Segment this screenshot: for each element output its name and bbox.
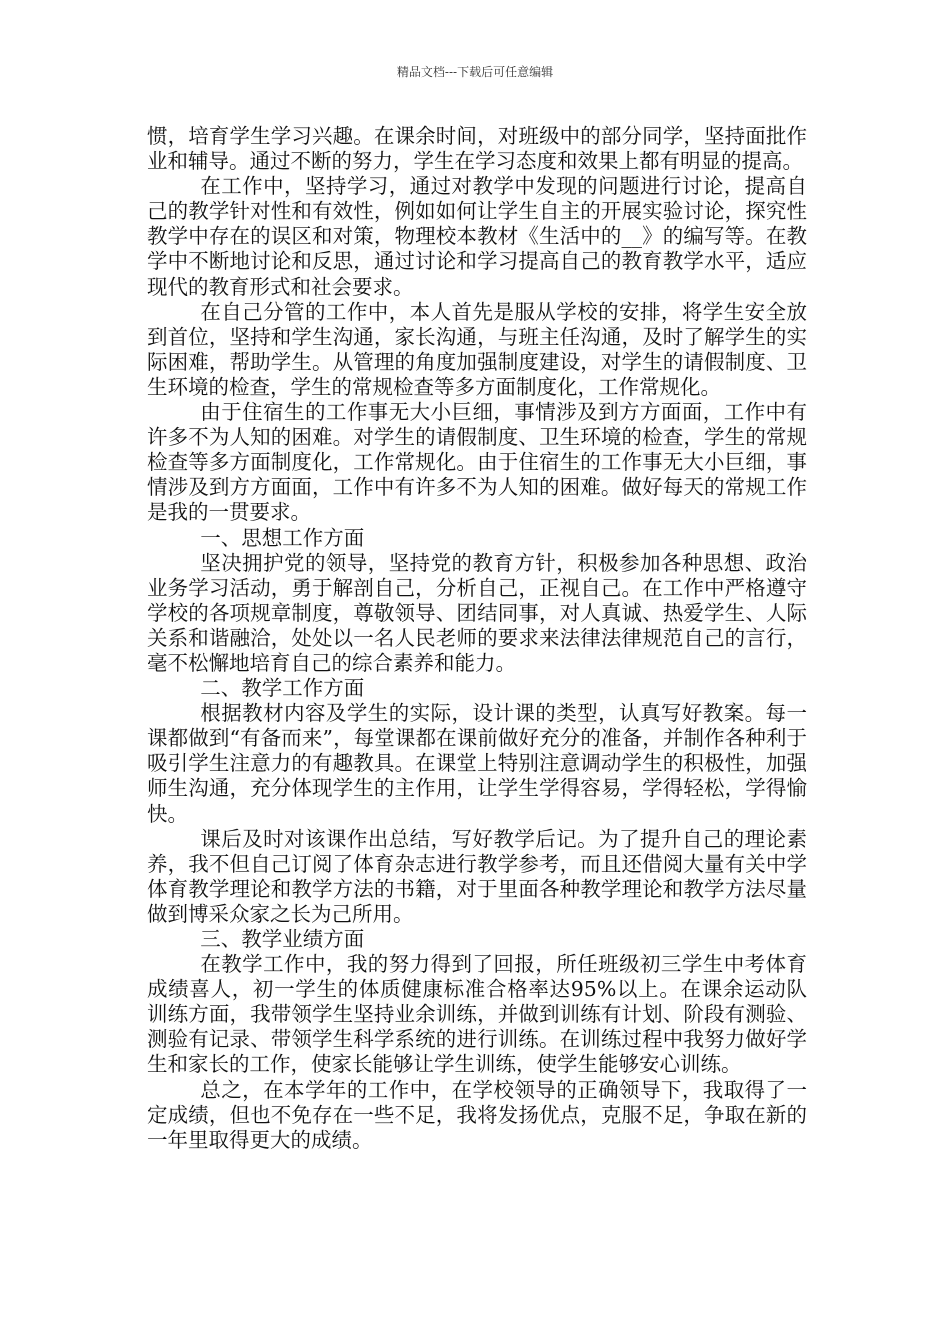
- paragraph-conclusion: 总之，在本学年的工作中，在学校领导的正确领导下，我取得了一定成绩，但也不免存在一些不足，我将发扬优点，克服不足，争取在新的一年里取得更大的成绩。: [147, 1077, 807, 1152]
- paragraph-continued: 惯，培育学生学习兴趣。在课余时间，对班级中的部分同学，坚持面批作业和辅导。通过不断的努力，学生在学习态度和效果上都有明显的提高。: [147, 124, 807, 174]
- page-header: 精品文档---下载后可任意编辑: [396, 65, 554, 79]
- section-heading-teaching: 二、教学工作方面: [200, 676, 365, 701]
- paragraph-management: 在自己分管的工作中，本人首先是服从学校的安排，将学生安全放到首位，坚持和学生沟通，家长沟通，与班主任沟通，及时了解学生的实际困难，帮助学生。从管理的角度加强制度建设，对学生的请假制度、卫生环境的检查，学生的常规检查等多方面制度化，工作常规化。: [147, 299, 807, 399]
- paragraph-achievements: 在教学工作中，我的努力得到了回报，所任班级初三学生中考体育成绩喜人，初一学生的体质健康标准合格率达95%以上。在课余运动队训练方面，我带领学生坚持业余训练，并做到训练有计划、阶段有测验、测验有记录、带领学生科学系统的进行训练。在训练过程中我努力做好学生和家长的工作，使家长能够让学生训练，使学生能够安心训练。: [147, 952, 807, 1077]
- paragraph-boarding-students: 由于住宿生的工作事无大小巨细，事情涉及到方方面面，工作中有许多不为人知的困难。对学生的请假制度、卫生环境的检查，学生的常规检查等多方面制度化，工作常规化。由于住宿生的工作事无大小巨细，事情涉及到方方面面，工作中有许多不为人知的困难。做好每天的常规工作是我的一贯要求。: [147, 400, 807, 525]
- paragraph-study-reflection: 在工作中，坚持学习，通过对教学中发现的问题进行讨论，提高自己的教学针对性和有效性，例如如何让学生自主的开展实验讨论，探究性教学中存在的误区和对策，物理校本教材《生活中的__》的编写等。在教学中不断地讨论和反思，通过讨论和学习提高自己的教育教学水平，适应现代的教育形式和社会要求。: [147, 174, 807, 299]
- paragraph-ideology: 坚决拥护党的领导，坚持党的教育方针，积极参加各种思想、政治业务学习活动，勇于解剖自己，分析自己，正视自己。在工作中严格遵守学校的各项规章制度，尊敬领导、团结同事，对人真诚、热爱学生、人际关系和谐融洽，处处以一名人民老师的要求来法律法律规范自己的言行，毫不松懈地培育自己的综合素养和能力。: [147, 550, 807, 675]
- document-body: [147, 124, 807, 1153]
- paragraph-teaching-preparation: 根据教材内容及学生的实际，设计课的类型，认真写好教案。每一课都做到“有备而来”，每堂课都在课前做好充分的准备，并制作各种利于吸引学生注意力的有趣教具。在课堂上特别注意调动学生的积极性，加强师生沟通，充分体现学生的主作用，让学生学得容易，学得轻松，学得愉快。: [147, 701, 807, 826]
- section-heading-ideology: 一、思想工作方面: [200, 525, 365, 550]
- paragraph-teaching-summary: 课后及时对该课作出总结，写好教学后记。为了提升自己的理论素养，我不但自己订阅了体育杂志进行教学参考，而且还借阅大量有关中学体育教学理论和教学方法的书籍，对于里面各种教学理论和教学方法尽量做到博采众家之长为己所用。: [147, 826, 807, 926]
- section-heading-achievements: 三、教学业绩方面: [200, 927, 365, 951]
